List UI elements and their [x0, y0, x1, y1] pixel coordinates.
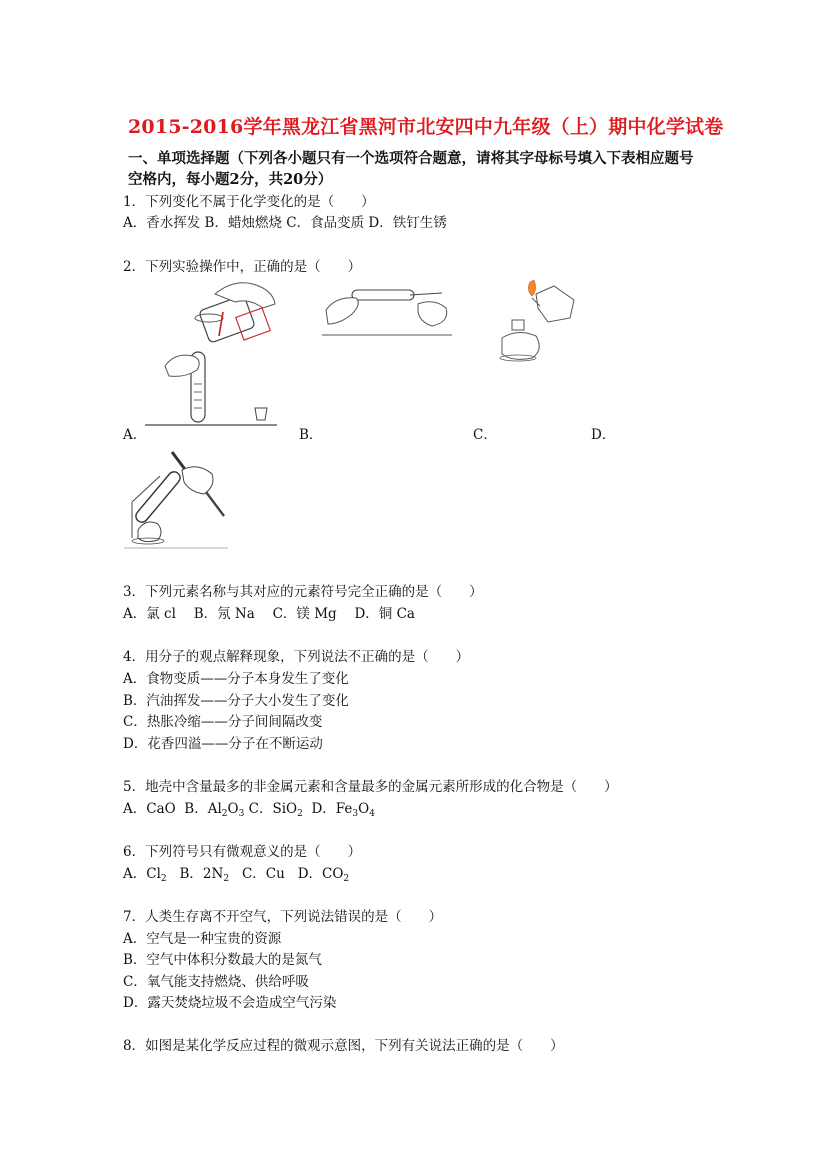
option-b-label: B． [299, 427, 323, 443]
test-tube-holder-figure [322, 280, 452, 338]
question-3-options: A．氯 cl B．氖 Na C．镁 Mg D．铜 Ca [123, 606, 415, 622]
question-5-options [123, 797, 375, 819]
option-d-label: D． [591, 427, 616, 443]
question-4-option-c: C．热胀冷缩——分子间间隔改变 [123, 714, 323, 730]
question-7-option-b: B．空气中体积分数最大的是氮气 [123, 952, 322, 968]
q5-option-a: A．CaO [123, 801, 176, 817]
question-6-stem: 6．下列符号只有微观意义的是（ ） [123, 844, 362, 860]
q6-option-a: A．$Cl_2$ [123, 866, 167, 884]
question-4-stem: 4．用分子的观点解释现象，下列说法不正确的是（ ） [123, 649, 470, 665]
pouring-liquid-figure [145, 274, 277, 428]
question-4-option-b: B．汽油挥发——分子大小发生了变化 [123, 693, 349, 709]
page-title: 2015-2016学年黑龙江省黑河市北安四中九年级（上）期中化学试卷 [128, 116, 724, 138]
question-7-option-c: C．氧气能支持燃烧、供给呼吸 [123, 974, 309, 990]
q5-option-b: B．$Al_2O_3$ [184, 801, 245, 819]
question-5-stem: 5．地壳中含量最多的非金属元素和含量最多的金属元素所形成的化合物是（ ） [123, 779, 618, 795]
q6-option-c: C．Cu [241, 866, 285, 882]
question-1-stem: 1．下列变化不属于化学变化的是（ ） [123, 194, 375, 210]
q6-option-b: B．$2N_2$ [179, 866, 230, 884]
question-4-option-d: D．花香四溢——分子在不断运动 [123, 736, 323, 752]
q5-option-d: D．$Fe_3O_4$ [311, 801, 375, 819]
section-heading-line1: 一、单项选择题（下列各小题只有一个选项符合题意，请将其字母标号填入下表相应题号 [128, 150, 694, 167]
question-8-stem: 8．如图是某化学反应过程的微观示意图，下列有关说法正确的是（ ） [123, 1038, 564, 1054]
option-c-label: C． [473, 427, 497, 443]
question-1-options: A．香水挥发 B．蜡烛燃烧 C．食品变质 D．铁钉生锈 [123, 215, 447, 231]
q6-option-d: D．$CO_2$ [297, 866, 350, 884]
question-7-option-a: A．空气是一种宝贵的资源 [123, 931, 282, 947]
question-2-stem: 2．下列实验操作中，正确的是（ ） [123, 259, 362, 275]
question-3-stem: 3．下列元素名称与其对应的元素符号完全正确的是（ ） [123, 584, 483, 600]
section-heading-line2: 空格内，每小题2分，共20分） [128, 171, 333, 188]
option-a-label: A． [123, 427, 147, 443]
question-7-stem: 7．人类生存离不开空气，下列说法错误的是（ ） [123, 909, 443, 925]
question-6-options [123, 862, 349, 884]
heating-test-tube-figure [124, 446, 228, 550]
question-4-option-a: A．食物变质——分子本身发生了变化 [123, 671, 349, 687]
question-7-option-d: D．露天焚烧垃圾不会造成空气污染 [123, 995, 337, 1011]
q5-option-c: C．SiO$_2$ [248, 801, 303, 819]
alcohol-lamp-lighting-figure [496, 272, 578, 364]
